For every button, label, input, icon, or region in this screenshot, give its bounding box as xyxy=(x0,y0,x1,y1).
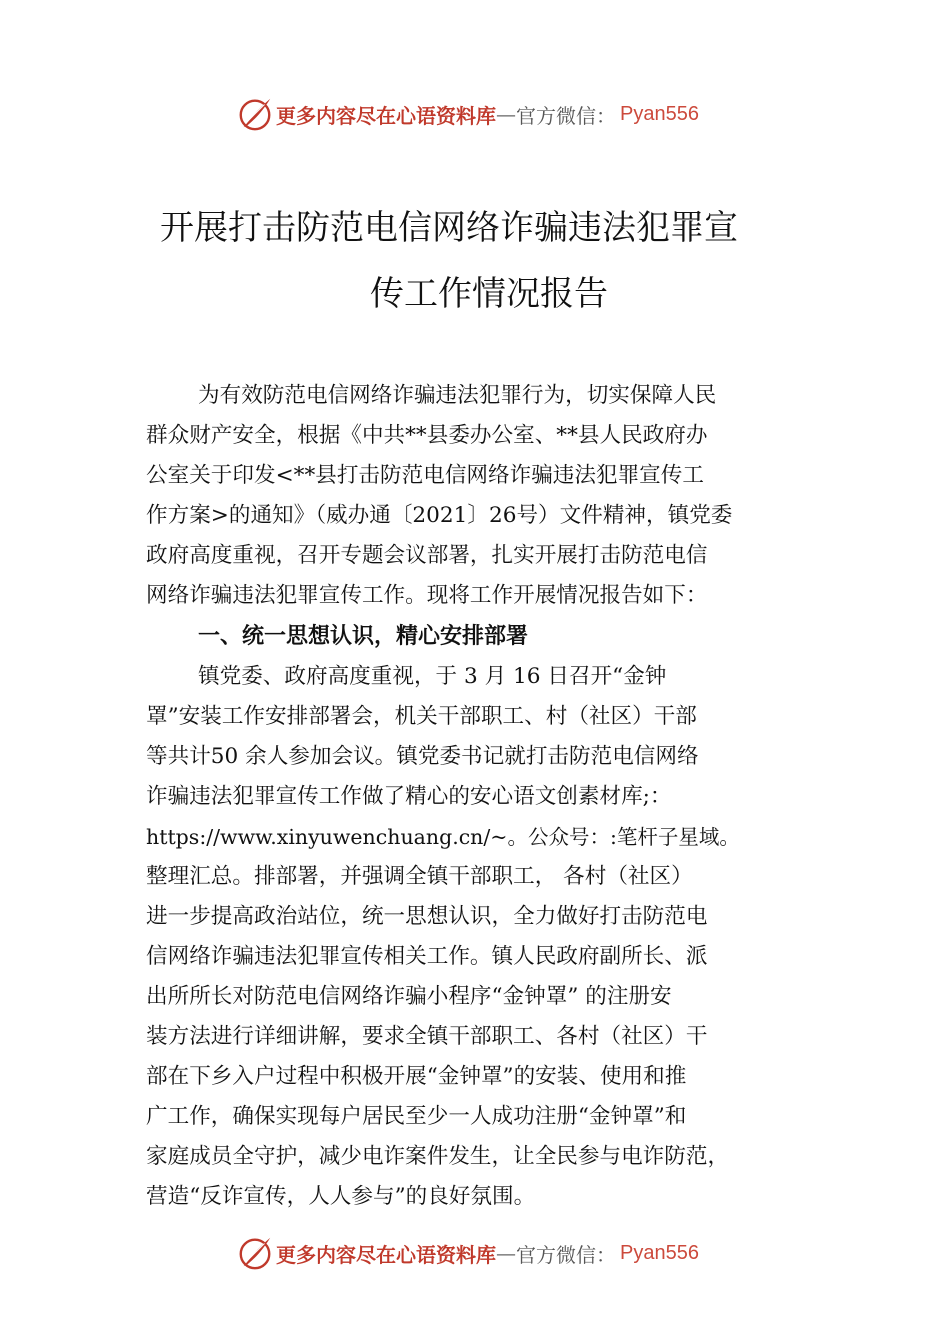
section-heading: 一、统一思想认识，精心安排部署 xyxy=(198,624,529,649)
text-line: 作方案>的通知》（威办通〔2021〕26号）文件精神，镇党委 xyxy=(146,503,733,528)
text-line: 等共计50 余人参加会议。镇党委书记就打击防范电信网络 xyxy=(146,744,699,769)
watermark-wechat-id: Pyan556 xyxy=(620,1241,699,1264)
text-line: 整理汇总。排部署，并强调全镇干部职工， 各村（社区） xyxy=(146,864,693,889)
watermark-top xyxy=(236,94,699,134)
quill-pen-logo-icon xyxy=(236,95,274,133)
watermark-bottom xyxy=(236,1233,699,1273)
text-line: 营造“反诈宣传，人人参与”的良好氛围。 xyxy=(146,1184,536,1209)
watermark-wechat-label: 官方微信： xyxy=(516,1242,616,1267)
text-line: 进一步提高政治站位，统一思想认识，全力做好打击防范电 xyxy=(146,904,708,929)
text-line: https://www.xinyuwenchuang.cn/~。公众号：:笔杆子星域。 xyxy=(146,825,740,849)
text-line: 政府高度重视，召开专题会议部署，扎实开展打击防范电信 xyxy=(146,543,708,568)
text-line: 公室关于印发<**县打击防范电信网络诈骗违法犯罪宣传工 xyxy=(146,463,704,488)
text-line: 镇党委、政府高度重视，于 3 月 16 日召开“金钟 xyxy=(198,664,667,689)
watermark-wechat-label: 官方微信： xyxy=(516,103,616,128)
text-line: 出所所长对防范电信网络诈骗小程序“金钟罩” 的注册安 xyxy=(146,984,672,1009)
text-line: 罩”安装工作安排部署会，机关干部职工、村（社区）干部 xyxy=(146,704,697,729)
document-title-line-1: 开展打击防范电信网络诈骗违法犯罪宣 xyxy=(160,208,738,248)
text-line: 诈骗违法犯罪宣传工作做了精心的安心语文创素材库;： xyxy=(146,784,672,809)
quill-pen-logo-icon xyxy=(236,1234,274,1272)
text-line: 网络诈骗违法犯罪宣传工作。现将工作开展情况报告如下： xyxy=(146,583,708,608)
text-line: 部在下乡入户过程中积极开展“金钟罩”的安装、使用和推 xyxy=(146,1064,687,1089)
section-1 xyxy=(146,617,826,1217)
text-line: 群众财产安全，根据《中共**县委办公室、**县人民政府办 xyxy=(146,423,708,448)
text-line: 广工作，确保实现每户居民至少一人成功注册“金钟罩”和 xyxy=(146,1104,687,1129)
text-line: 为有效防范电信网络诈骗违法犯罪行为，切实保障人民 xyxy=(198,383,717,408)
text-line: 装方法进行详细讲解，要求全镇干部职工、各村（社区）干 xyxy=(146,1024,708,1049)
watermark-wechat-id: Pyan556 xyxy=(620,102,699,125)
watermark-brand: 更多内容尽在心语资料库 xyxy=(276,103,496,128)
text-line: 家庭成员全守护，减少电诈案件发生，让全民参与电诈防范， xyxy=(146,1144,730,1169)
watermark-separator: — xyxy=(496,102,516,126)
watermark-separator: — xyxy=(496,1241,516,1265)
document-title-line-2: 传工作情况报告 xyxy=(370,274,608,314)
watermark-brand: 更多内容尽在心语资料库 xyxy=(276,1242,496,1267)
text-line: 信网络诈骗违法犯罪宣传相关工作。镇人民政府副所长、派 xyxy=(146,944,708,969)
intro-paragraph xyxy=(146,376,826,616)
